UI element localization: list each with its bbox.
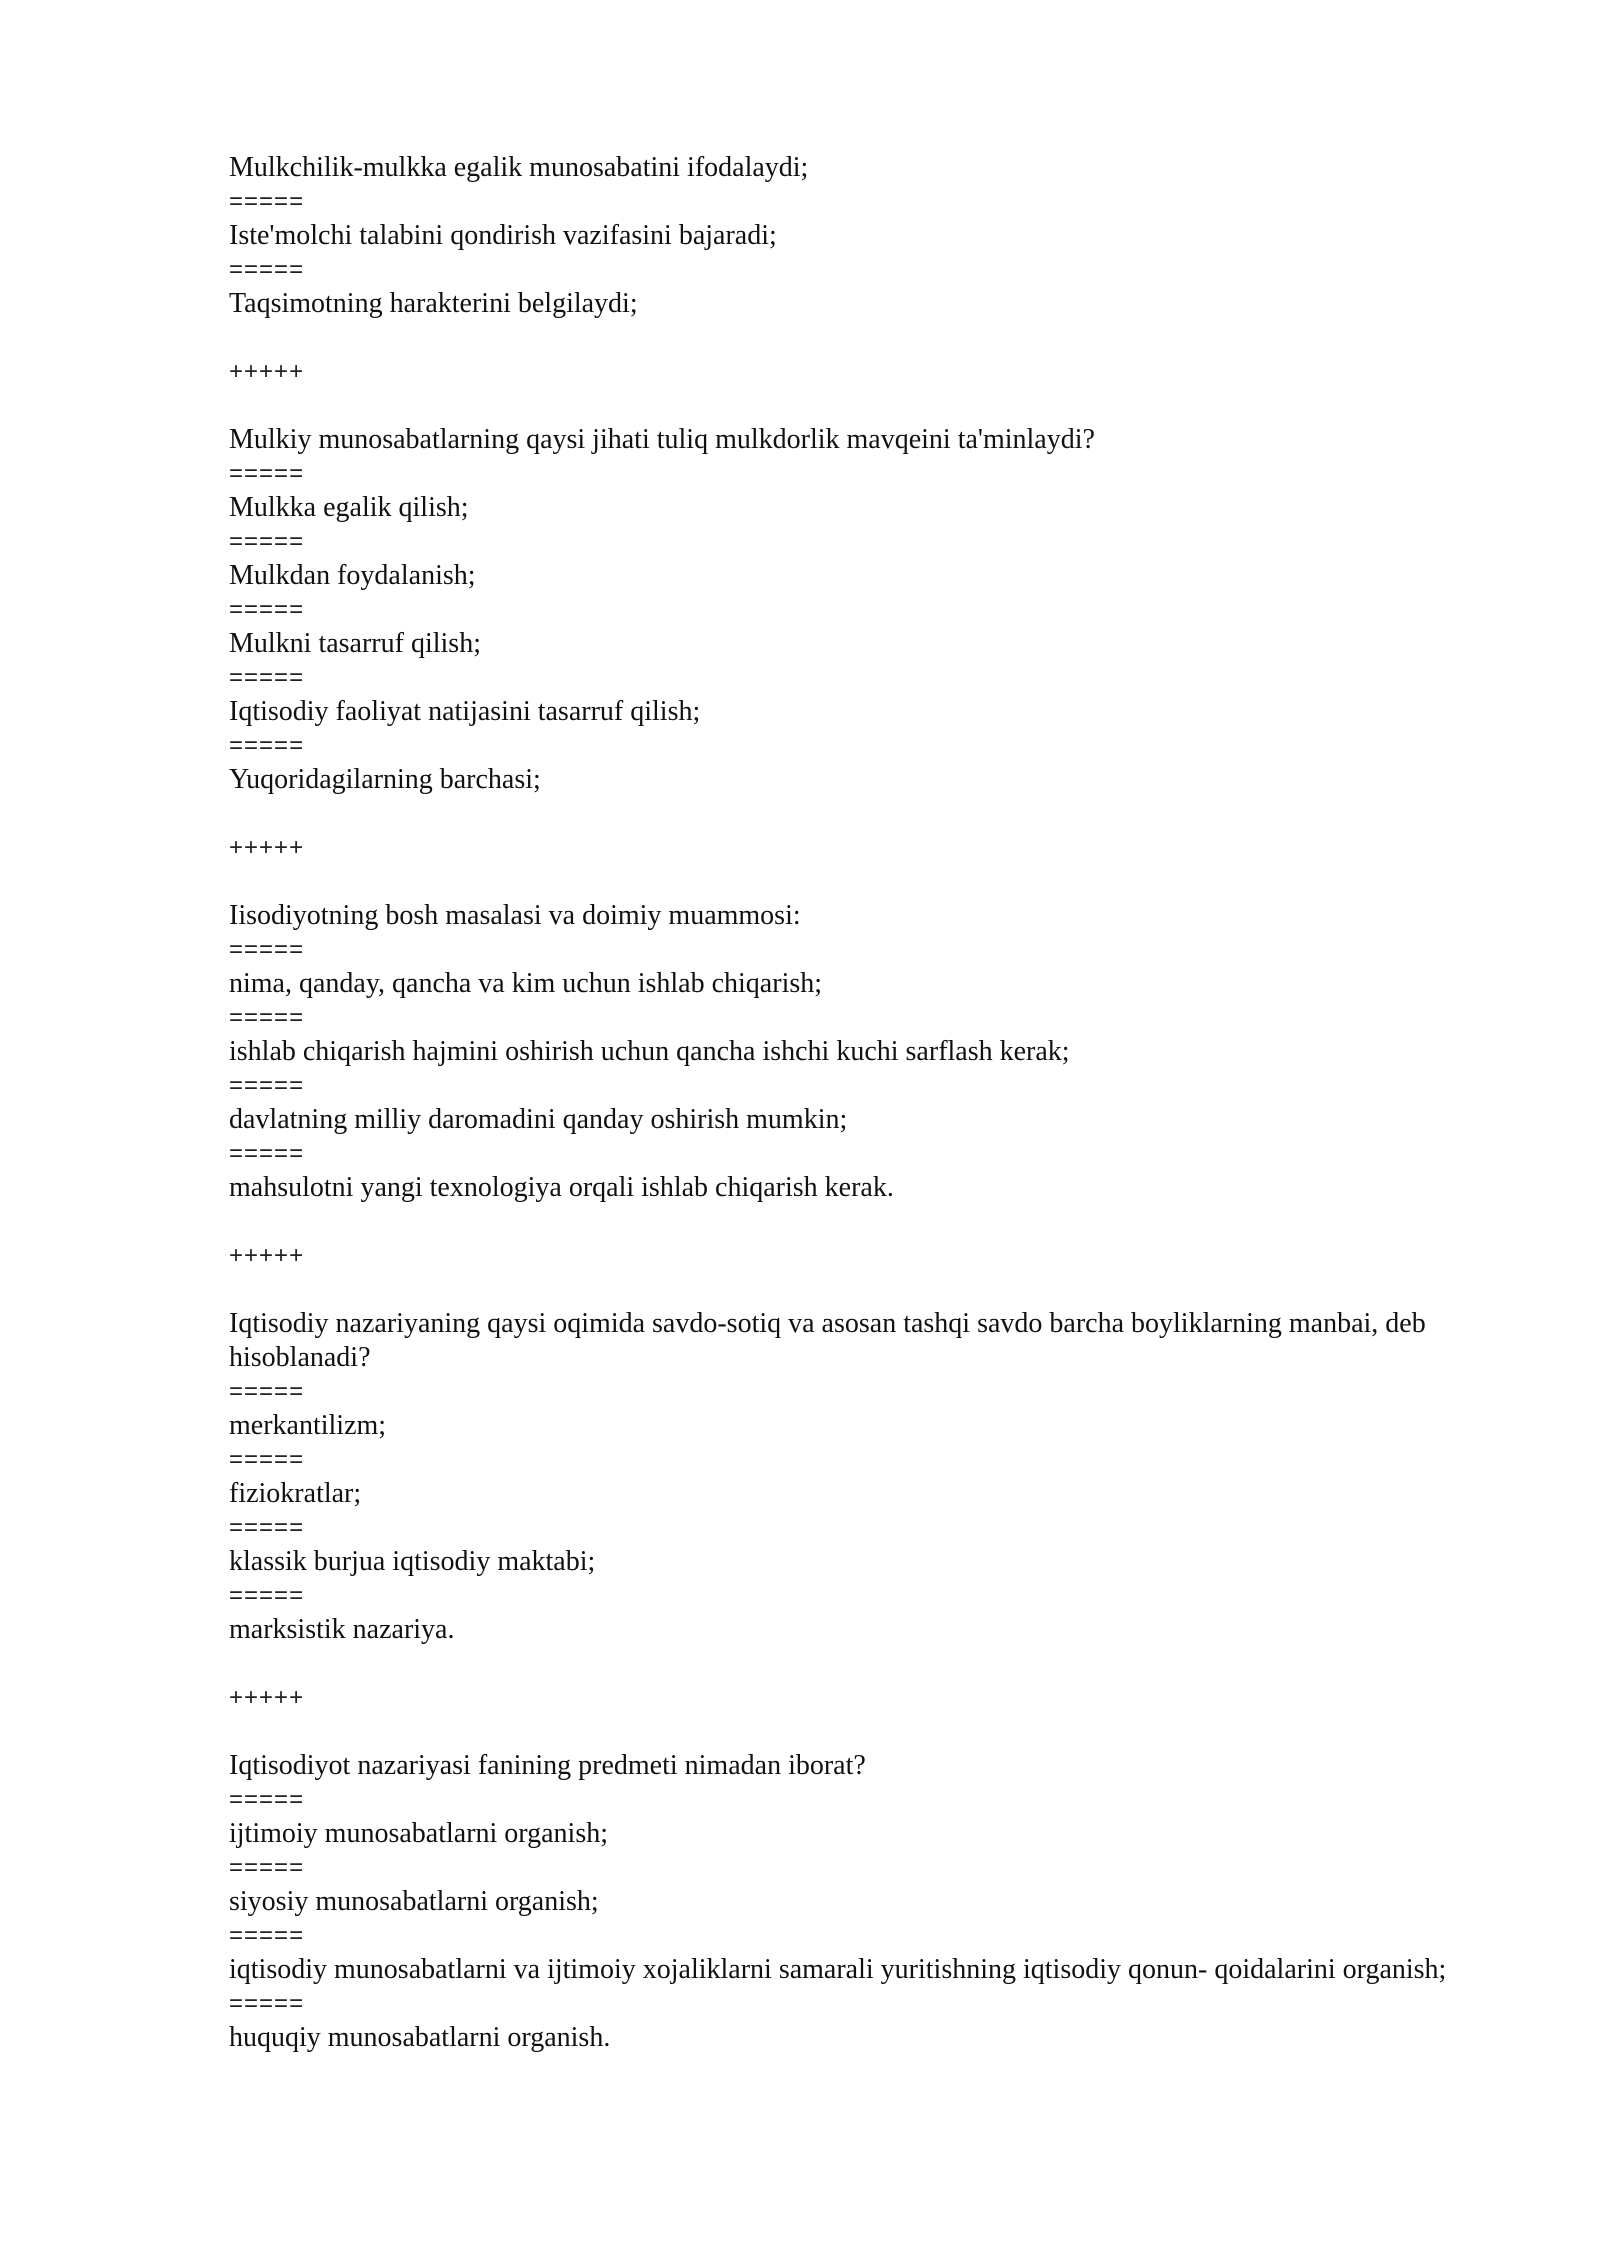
option-separator: =====: [229, 460, 305, 487]
option-separator: =====: [229, 188, 305, 215]
answer-option: nima, qanday, qancha va kim uchun ishlab chiqarish;: [229, 968, 823, 999]
answer-option: iqtisodiy munosabatlarni va ijtimoiy xojaliklarni samarali yuritishning iqtisodiy qonun- qoidalarini organish;: [229, 1954, 1447, 1985]
option-separator: =====: [229, 1582, 305, 1609]
option-separator: =====: [229, 1446, 305, 1473]
block-separator: +++++: [229, 1684, 305, 1711]
option-separator: =====: [229, 664, 305, 691]
answer-option: Iqtisodiy faoliyat natijasini tasarruf qilish;: [229, 696, 701, 727]
answer-option: ijtimoiy munosabatlarni organish;: [229, 1818, 608, 1849]
block-separator: +++++: [229, 834, 305, 861]
option-separator: =====: [229, 1072, 305, 1099]
option-separator: =====: [229, 1004, 305, 1031]
option-separator: =====: [229, 1514, 305, 1541]
answer-option: fiziokratlar;: [229, 1478, 362, 1509]
block-separator: +++++: [229, 358, 305, 385]
answer-option: Yuqoridagilarning barchasi;: [229, 764, 541, 795]
question-block: [229, 1749, 1469, 2055]
answer-option: davlatning milliy daromadini qanday oshirish mumkin;: [229, 1104, 848, 1135]
option-separator: =====: [229, 1786, 305, 1813]
answer-option: merkantilizm;: [229, 1410, 387, 1441]
question-text: Mulkiy munosabatlarning qaysi jihati tuliq mulkdorlik mavqeini ta'minlaydi?: [229, 424, 1095, 455]
answer-option: Mulkni tasarruf qilish;: [229, 628, 481, 659]
option-separator: =====: [229, 256, 305, 283]
question-block: [229, 151, 1469, 321]
question-block: [229, 899, 1469, 1205]
answer-option: siyosiy munosabatlarni organish;: [229, 1886, 599, 1917]
answer-option: Taqsimotning harakterini belgilaydi;: [229, 288, 638, 319]
option-separator: =====: [229, 1378, 305, 1405]
question-text: Iisodiyotning bosh masalasi va doimiy muammosi:: [229, 900, 801, 931]
option-separator: =====: [229, 1990, 305, 2017]
answer-option: Mulkdan foydalanish;: [229, 560, 476, 591]
option-separator: =====: [229, 528, 305, 555]
answer-option: mahsulotni yangi texnologiya orqali ishlab chiqarish kerak.: [229, 1172, 894, 1203]
answer-option: huquqiy munosabatlarni organish.: [229, 2022, 611, 2053]
question-text: Iqtisodiyot nazariyasi fanining predmeti nimadan iborat?: [229, 1750, 866, 1781]
block-separator: +++++: [229, 1242, 305, 1269]
answer-option: ishlab chiqarish hajmini oshirish uchun qancha ishchi kuchi sarflash kerak;: [229, 1036, 1070, 1067]
question-block: [229, 1307, 1469, 1647]
option-separator: =====: [229, 732, 305, 759]
option-separator: =====: [229, 1854, 305, 1881]
question-text: Iqtisodiy nazariyaning qaysi oqimida savdo-sotiq va asosan tashqi savdo barcha boyliklarning manbai, deb hisoblanadi?: [229, 1308, 1433, 1373]
question-text: Mulkchilik-mulkka egalik munosabatini ifodalaydi;: [229, 152, 809, 183]
document-page: [229, 151, 1469, 2055]
option-separator: =====: [229, 1922, 305, 1949]
answer-option: Iste'molchi talabini qondirish vazifasini bajaradi;: [229, 220, 777, 251]
option-separator: =====: [229, 936, 305, 963]
answer-option: marksistik nazariya.: [229, 1614, 455, 1645]
answer-option: klassik burjua iqtisodiy maktabi;: [229, 1546, 596, 1577]
answer-option: Mulkka egalik qilish;: [229, 492, 469, 523]
question-block: [229, 423, 1469, 797]
option-separator: =====: [229, 596, 305, 623]
option-separator: =====: [229, 1140, 305, 1167]
